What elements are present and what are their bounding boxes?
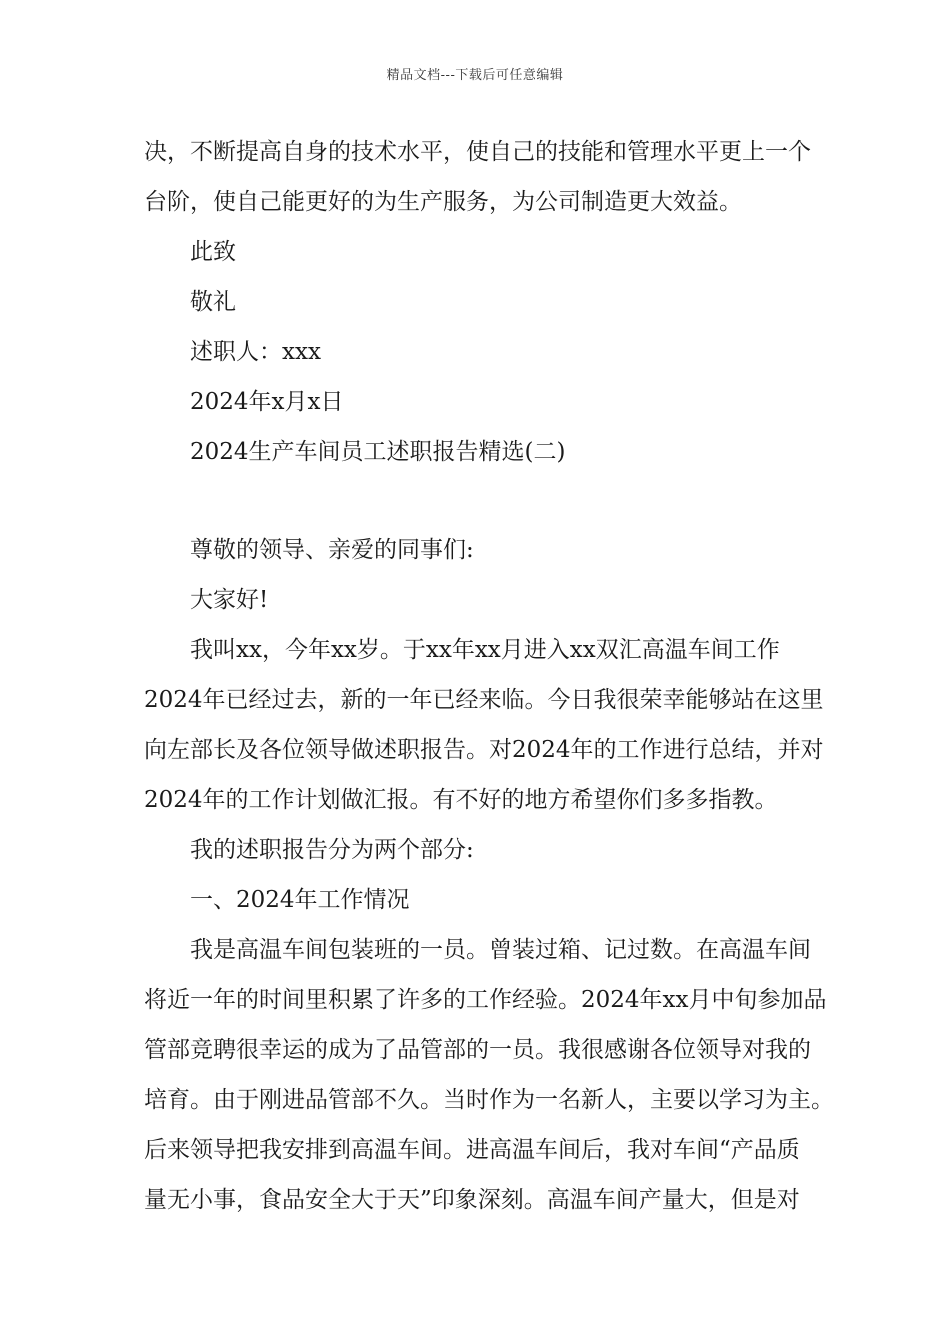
paragraph-line: 向左部长及各位领导做述职报告。对2024年的工作进行总结，并对 bbox=[144, 737, 824, 763]
paragraph-line: 2024年的工作计划做汇报。有不好的地方希望你们多多指教。 bbox=[144, 787, 778, 813]
paragraph-line: 量无小事，食品安全大于天”印象深刻。高温车间产量大，但是对 bbox=[144, 1187, 800, 1213]
document-body bbox=[144, 127, 834, 1225]
paragraph-line: 管部竞聘很幸运的成为了品管部的一员。我很感谢各位领导对我的 bbox=[144, 1037, 811, 1063]
paragraph-line: 决，不断提高自身的技术水平，使自己的技能和管理水平更上一个 bbox=[144, 139, 811, 165]
section-heading: 一、2024年工作情况 bbox=[190, 887, 410, 913]
paragraph-line: 将近一年的时间里积累了许多的工作经验。2024年xx月中旬参加品 bbox=[144, 987, 827, 1013]
blank-spacer bbox=[144, 477, 834, 525]
closing-salutation: 此致 bbox=[190, 239, 236, 265]
paragraph-line: 我的述职报告分为两个部分: bbox=[190, 837, 474, 863]
paragraph-line: 我是高温车间包装班的一员。曾装过箱、记过数。在高温车间 bbox=[190, 937, 811, 963]
section-title: 2024生产车间员工述职报告精选(二) bbox=[190, 439, 566, 465]
paragraph-line: 培育。由于刚进品管部不久。当时作为一名新人，主要以学习为主。 bbox=[144, 1087, 834, 1113]
page-header: 精品文档---下载后可任意编辑 bbox=[386, 68, 564, 83]
paragraph-line: 我叫xx，今年xx岁。于xx年xx月进入xx双汇高温车间工作 bbox=[190, 637, 780, 663]
greeting-line: 大家好! bbox=[190, 587, 269, 613]
paragraph-line: 后来领导把我安排到高温车间。进高温车间后，我对车间“产品质 bbox=[144, 1137, 800, 1163]
greeting-line: 尊敬的领导、亲爱的同事们: bbox=[190, 537, 474, 563]
signature-line: 述职人：xxx bbox=[190, 339, 321, 365]
paragraph-line: 2024年已经过去，新的一年已经来临。今日我很荣幸能够站在这里 bbox=[144, 687, 824, 713]
closing-regards: 敬礼 bbox=[190, 289, 236, 315]
date-line: 2024年x月x日 bbox=[190, 389, 344, 415]
paragraph-line: 台阶，使自己能更好的为生产服务，为公司制造更大效益。 bbox=[144, 189, 742, 215]
